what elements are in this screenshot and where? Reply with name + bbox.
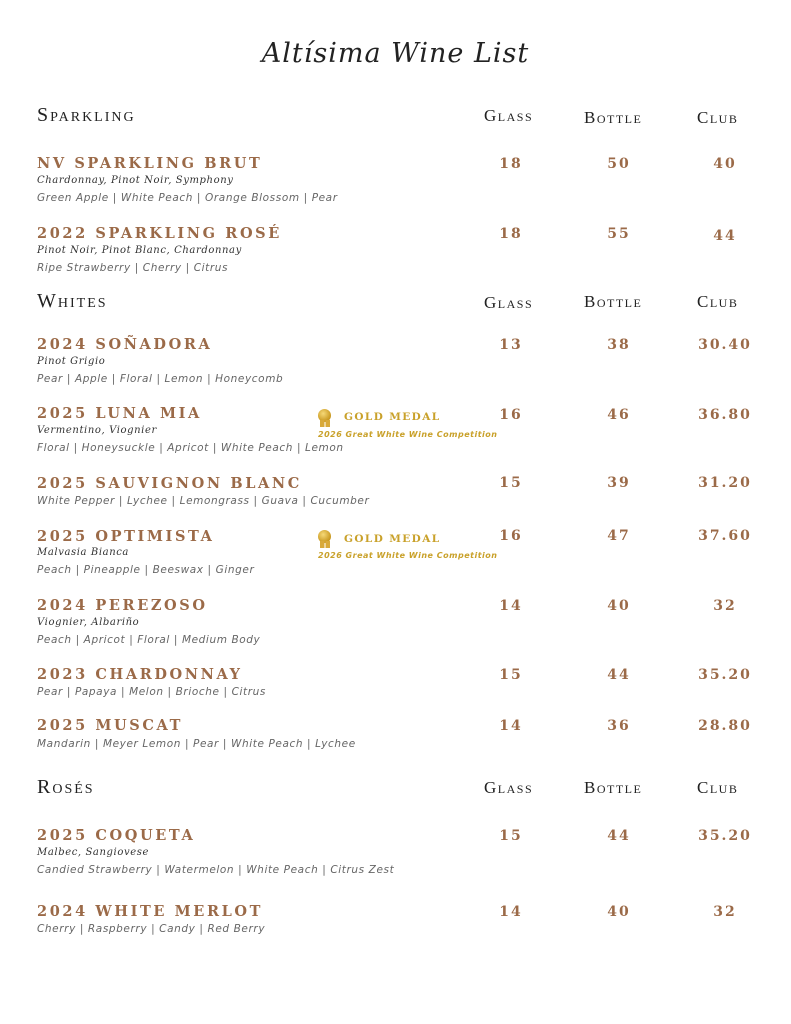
price-club: 31.20 xyxy=(698,475,752,491)
price-club: 28.80 xyxy=(698,718,752,734)
column-header-bottle: Bottle xyxy=(584,292,643,311)
price-club: 32 xyxy=(713,904,737,920)
medal-title: GOLD MEDAL xyxy=(344,411,441,423)
wine-name: 2025 MUSCAT xyxy=(37,717,183,734)
price-glass: 16 xyxy=(499,407,523,423)
price-bottle: 47 xyxy=(607,528,631,544)
wine-grapes: Viognier, Albariño xyxy=(37,617,140,628)
wine-name: 2023 CHARDONNAY xyxy=(37,666,243,683)
price-bottle: 44 xyxy=(607,828,631,844)
wine-tasting-notes: Pear | Papaya | Melon | Brioche | Citrus xyxy=(37,686,266,698)
price-glass: 13 xyxy=(499,337,523,353)
price-club: 37.60 xyxy=(698,528,752,544)
price-bottle: 44 xyxy=(607,667,631,683)
wine-name: 2025 LUNA MIA xyxy=(37,405,202,422)
wine-name: 2025 OPTIMISTA xyxy=(37,528,215,545)
wine-name: 2025 COQUETA xyxy=(37,827,196,844)
medal-competition: 2026 Great White Wine Competition xyxy=(318,551,498,560)
wine-name: 2024 WHITE MERLOT xyxy=(37,903,264,920)
column-header-bottle: Bottle xyxy=(584,778,643,797)
price-bottle: 46 xyxy=(607,407,631,423)
medal-icon xyxy=(318,409,334,429)
column-header-glass: Glass xyxy=(484,293,534,312)
wine-tasting-notes: Peach | Pineapple | Beeswax | Ginger xyxy=(37,564,255,576)
wine-grapes: Vermentino, Viognier xyxy=(37,425,157,436)
wine-name: 2024 PEREZOSO xyxy=(37,597,208,614)
wine-name: 2022 SPARKLING ROSÉ xyxy=(37,225,282,242)
price-bottle: 40 xyxy=(607,598,631,614)
column-header-glass: Glass xyxy=(484,778,534,797)
wine-grapes: Chardonnay, Pinot Noir, Symphony xyxy=(37,175,234,186)
price-glass: 14 xyxy=(499,598,523,614)
price-bottle: 40 xyxy=(607,904,631,920)
section-title-whites: Whites xyxy=(37,290,108,312)
section-title-sparkling: Sparkling xyxy=(37,104,136,126)
price-glass: 14 xyxy=(499,718,523,734)
price-bottle: 36 xyxy=(607,718,631,734)
wine-tasting-notes: Green Apple | White Peach | Orange Blossom | Pear xyxy=(37,192,338,204)
price-glass: 18 xyxy=(499,226,523,242)
price-bottle: 39 xyxy=(607,475,631,491)
wine-grapes: Pinot Noir, Pinot Blanc, Chardonnay xyxy=(37,245,242,256)
medal-icon xyxy=(318,530,334,550)
column-header-bottle: Bottle xyxy=(584,108,643,127)
wine-tasting-notes: Peach | Apricot | Floral | Medium Body xyxy=(37,634,261,646)
price-glass: 14 xyxy=(499,904,523,920)
column-header-glass: Glass xyxy=(484,106,534,125)
price-glass: 16 xyxy=(499,528,523,544)
price-club: 30.40 xyxy=(698,337,752,353)
wine-tasting-notes: Mandarin | Meyer Lemon | Pear | White Peach | Lychee xyxy=(37,738,356,750)
price-bottle: 50 xyxy=(607,156,631,172)
medal-competition: 2026 Great White Wine Competition xyxy=(318,430,498,439)
column-header-club: Club xyxy=(697,778,739,797)
wine-name: NV SPARKLING BRUT xyxy=(37,155,263,172)
price-glass: 15 xyxy=(499,667,523,683)
price-club: 32 xyxy=(713,598,737,614)
wine-name: 2024 SOÑADORA xyxy=(37,336,213,353)
wine-grapes: Malbec, Sangiovese xyxy=(37,847,149,858)
wine-grapes: Pinot Grigio xyxy=(37,356,106,367)
price-club: 35.20 xyxy=(698,667,752,683)
wine-tasting-notes: White Pepper | Lychee | Lemongrass | Guava | Cucumber xyxy=(37,495,370,507)
price-club: 40 xyxy=(713,156,737,172)
wine-grapes: Malvasia Bianca xyxy=(37,547,129,558)
price-glass: 18 xyxy=(499,156,523,172)
wine-name: 2025 SAUVIGNON BLANC xyxy=(37,475,302,492)
column-header-club: Club xyxy=(697,292,739,311)
price-glass: 15 xyxy=(499,475,523,491)
section-title-roses: Rosés xyxy=(37,776,95,798)
column-header-club: Club xyxy=(697,108,739,127)
medal-title: GOLD MEDAL xyxy=(344,533,441,545)
wine-tasting-notes: Pear | Apple | Floral | Lemon | Honeycomb xyxy=(37,373,284,385)
price-club: 36.80 xyxy=(698,407,752,423)
price-glass: 15 xyxy=(499,828,523,844)
wine-tasting-notes: Ripe Strawberry | Cherry | Citrus xyxy=(37,262,229,274)
price-club: 35.20 xyxy=(698,828,752,844)
wine-tasting-notes: Candied Strawberry | Watermelon | White Peach | Citrus Zest xyxy=(37,864,395,876)
price-bottle: 38 xyxy=(607,337,631,353)
price-bottle: 55 xyxy=(607,226,631,242)
page-title: Altísima Wine List xyxy=(261,38,530,69)
wine-tasting-notes: Cherry | Raspberry | Candy | Red Berry xyxy=(37,923,266,935)
price-club: 44 xyxy=(713,228,737,244)
wine-tasting-notes: Floral | Honeysuckle | Apricot | White Peach | Lemon xyxy=(37,442,344,454)
